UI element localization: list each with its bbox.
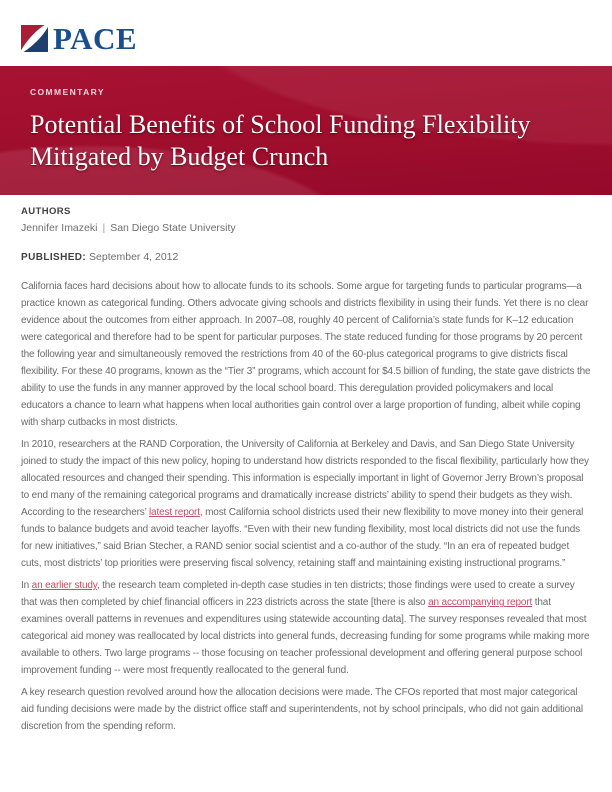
page-title-line-2: Mitigated by Budget Crunch: [30, 142, 329, 171]
text-run: In 2010, researchers at the RAND Corporation, the University of California at Berkeley and Davis, and San Diego State University joined to study the impact of this new policy, hoping to understand how districts responded to the fiscal flexibility, particularly how they allocated resources and changed their spending. This information is especially important in light of Governor Jerry Brown’s proposal to end many of the remaining categorical programs and dramatically increase districts’ ability to spend their budgets as they wish. According to the researchers’: [21, 439, 589, 518]
article-content: [0, 195, 612, 735]
inline-link[interactable]: an earlier study: [31, 580, 97, 591]
text-run: California faces hard decisions about how to allocate funds to its schools. Some argue for targeting funds to particular programs—a practice known as categorical funding. Others advocate giving schools and districts flexibility in using their funds. Yet there is no clear evidence about the outcomes from either approach. In 2007–08, roughly 40 percent of California’s state funds for K–12 education were categorical and therefore had to be spent for particular purposes. The state reduced funding for those programs by 20 percent the following year and simultaneously removed the restrictions from 40 of the 60-plus categorical programs to give districts fiscal flexibility. For these 40 programs, known as the “Tier 3” programs, which account for $4.5 billion of funding, the state gave districts the ability to use the funds in any manner approved by the local school board. This deregulation provided policymakers and local educators a chance to learn what happens when local authorities gain control over a large proportion of funding, albeit while coping with sharp cutbacks in most districts.: [21, 281, 591, 428]
inline-link[interactable]: an accompanying report: [428, 597, 533, 608]
article-body: [21, 278, 592, 735]
kicker-label: COMMENTARY: [30, 87, 105, 97]
author-name[interactable]: Jennifer Imazeki: [21, 222, 98, 234]
text-run: that examines overall patterns in revenues and expenditures using statewide accounting data]. The survey responses revealed that most categorical aid money was reallocated by local districts into general funds, decreasing funding for some programs while making more available to others. Two large programs -- those focusing on teacher professional development and offering general purpose school improvement funding -- were most frequently reallocated to the general fund.: [21, 597, 590, 676]
pace-logo[interactable]: [21, 21, 612, 56]
text-run: In: [21, 580, 32, 591]
published-label: PUBLISHED:: [21, 252, 87, 263]
text-run: , most California school districts used their new flexibility to move money into their general funds to balance budgets and avoid teacher layoffs. “Even with their new funding flexibility, most local districts did not use the funds for new initiatives,” said Brian Stecher, a RAND senior social scientist and a co-author of the study. “In an era of repeated budget cuts, most districts’ top priorities were preserving fiscal solvency, retaining staff and maintaining existing instructional programs.”: [21, 507, 584, 569]
author-affiliation: San Diego State University: [110, 222, 236, 234]
author-line: [21, 222, 592, 234]
text-run: A key research question revolved around how the allocation decisions were made. The CFOs reported that most major categorical aid funding decisions were made by the district office staff and superintendents, not by school principals, who did not gain additional discretion from the spending reform.: [21, 687, 583, 732]
author-separator: |: [102, 222, 106, 234]
authors-label: AUTHORS: [21, 206, 71, 217]
pace-logo-mark-icon: [21, 25, 48, 52]
paragraph: [21, 278, 592, 431]
page-title-line-1: Potential Benefits of School Funding Flexibility: [30, 110, 531, 139]
hero-band: [0, 66, 612, 195]
paragraph: [21, 684, 592, 735]
published-date: September 4, 2012: [89, 251, 179, 263]
paragraph: [21, 436, 592, 572]
paragraph: [21, 577, 592, 679]
text-run: , the research team completed in-depth case studies in ten districts; those findings were used to create a survey that was then completed by chief financial officers in 223 districts across the state [there is also: [21, 580, 575, 608]
page-header: [0, 0, 612, 66]
published-line: [21, 251, 592, 263]
page-title: [30, 109, 582, 173]
pace-wordmark: PACE: [53, 21, 138, 56]
inline-link[interactable]: latest report: [148, 507, 200, 518]
